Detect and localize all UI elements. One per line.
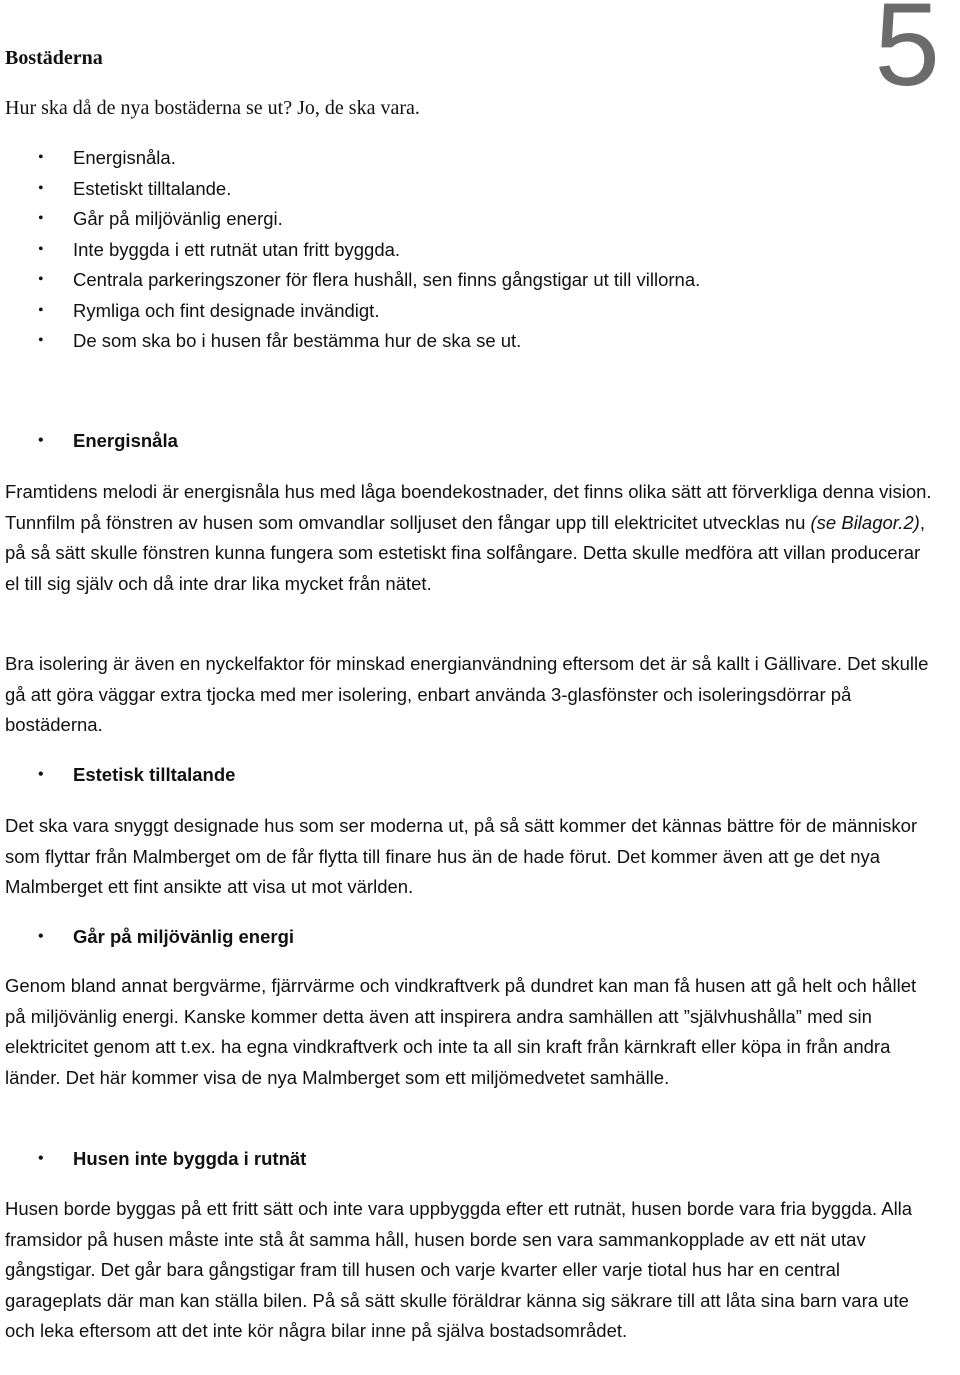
- list-item-text: Inte byggda i ett rutnät utan fritt byggda.: [73, 238, 401, 260]
- bullet-icon: •: [38, 179, 44, 197]
- bullet-icon: •: [38, 928, 44, 945]
- bullet-icon: •: [38, 432, 44, 449]
- section-heading-green: [0, 924, 294, 950]
- list-item: [0, 237, 700, 268]
- paragraph-text: Det ska vara snyggt designade hus som ser moderna ut, på så sätt kommer det kännas bättre för de människor som flyttar från Malmberget om de får flytta till finare hus än de hade förut. Det kommer även att ge det nya Malmberget ett fint ansikte att visa ut mot världen.: [5, 815, 918, 897]
- bullet-icon: •: [38, 210, 44, 227]
- paragraph-energy-1: [5, 477, 935, 599]
- bilagor-reference: (se Bilagor.2): [810, 511, 920, 533]
- paragraph-text: Detta skulle medföra att villan producerar el till sig själv och då inte drar lika mycket från nätet.: [5, 542, 921, 594]
- paragraph-grid-1: [5, 1194, 935, 1347]
- paragraph-lead: Husen borde byggas på ett fritt sätt och inte vara uppbyggda efter ett rutnät, husen borde vara fria byggda.: [5, 1198, 878, 1219]
- paragraph-text: Det skulle gå att göra väggar extra tjocka med mer isolering, enbart använda 3-glasfönster och isoleringsdörrar på bostäderna.: [5, 653, 929, 735]
- list-item: [0, 206, 700, 237]
- feature-list: [0, 145, 700, 359]
- intro-text: Hur ska då de nya bostäderna se ut? Jo, de ska vara.: [5, 97, 420, 119]
- section-heading-text: Går på miljövänlig energi: [73, 926, 295, 947]
- section-heading-text: Energisnåla: [73, 430, 178, 451]
- list-item-text: Rymliga och fint designade invändigt.: [73, 299, 380, 321]
- paragraph-aesthetic-1: [5, 811, 935, 903]
- list-item: [0, 267, 700, 298]
- list-item-text: De som ska bo i husen får bestämma hur de ska se ut.: [73, 330, 522, 351]
- page-number: 5: [874, 0, 940, 111]
- list-item-text: Går på miljövänlig energi.: [73, 208, 283, 229]
- paragraph-energy-2: [5, 649, 935, 741]
- paragraph-lead: Framtidens melodi är energisnåla hus med låga boendekostnader, det finns olika sätt att förverkliga denna vision.: [5, 481, 932, 502]
- paragraph-lead: Genom bland annat bergvärme, fjärrvärme och vindkraftverk på dundret kan man få husen att gå helt och hållet på miljövänlig energi.: [5, 975, 917, 1027]
- bullet-icon: •: [38, 766, 44, 783]
- bullet-icon: •: [38, 1150, 44, 1167]
- paragraph-text: Tunnfilm på fönstren av husen som omvandlar solljuset den fångar upp till elektricitet utvecklas nu: [5, 511, 811, 533]
- list-item: [0, 328, 700, 359]
- list-item: [0, 298, 700, 329]
- paragraph-text: Alla framsidor på husen måste inte stå åt samma håll, husen borde sen vara sammankopplade av ett nät utav gångstigar. Det går bara gångstigar fram till husen och varje kvarter eller varje tiotal hus har en central garageplats där man kan ställa bilen. På så sätt skulle föräldrar känna sig säkrare till att låta sina barn vara ute och leka eftersom att det inte kör några bilar inne på själva bostadsområdet.: [5, 1198, 913, 1341]
- bullet-icon: •: [38, 240, 44, 258]
- bullet-icon: •: [38, 149, 44, 166]
- list-item-text: Estetiskt tilltalande.: [73, 177, 232, 199]
- bullet-icon: •: [38, 332, 44, 349]
- bullet-icon: •: [38, 271, 44, 288]
- section-heading-text: Husen inte byggda i rutnät: [73, 1148, 307, 1169]
- paragraph-text: Kanske kommer detta även att inspirera andra samhällen att ”självhushålla” med sin elektricitet genom att t.ex. ha egna vindkraftverk och inte ta all sin kraft från kärnkraft eller köpa in från andra länder. Det här kommer visa de nya Malmberget som ett miljömedvetet samhälle.: [5, 1005, 891, 1088]
- paragraph-lead: Bra isolering är även en nyckelfaktor för minskad energianvändning eftersom det är så kallt i Gällivare.: [5, 653, 843, 674]
- page-title: Bostäderna: [5, 47, 103, 69]
- list-item-text: Centrala parkeringszoner för flera hushåll, sen finns gångstigar ut till villorna.: [73, 269, 701, 290]
- section-heading-aesthetic: [0, 762, 235, 788]
- list-item: [0, 176, 700, 207]
- section-heading-energy: [0, 428, 178, 454]
- section-heading-grid: [0, 1146, 306, 1172]
- paragraph-green-1: [5, 971, 935, 1093]
- list-item-text: Energisnåla.: [73, 147, 176, 168]
- section-heading-text: Estetisk tilltalande: [73, 764, 236, 785]
- bullet-icon: •: [38, 301, 44, 319]
- paragraph-text: , på så sätt skulle fönstren kunna fungera som estetiskt fina solfångare.: [5, 511, 925, 563]
- list-item: [0, 145, 700, 176]
